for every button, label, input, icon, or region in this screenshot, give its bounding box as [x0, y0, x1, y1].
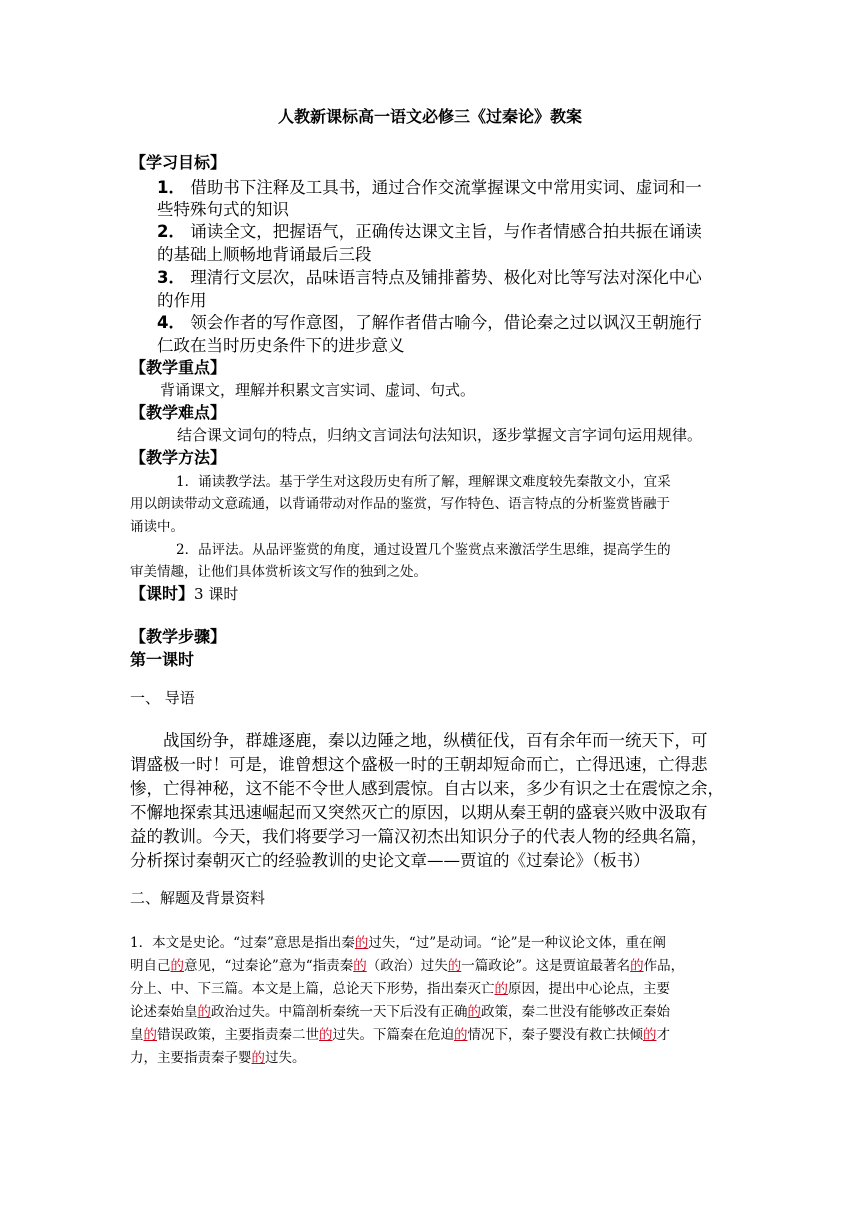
method-1-line2: 用以朗读带动文意疏通，以背诵带动对作品的鉴赏，写作特色、语言特点的分析鉴赏皆融于 [130, 496, 670, 512]
steps-heading: 【教学步骤】 [130, 627, 227, 646]
lesson-label: 第一课时 [130, 650, 195, 669]
background-heading: 二、解题及背景资料 [130, 889, 266, 907]
method-2-line1: 2．品评法。从品评鉴赏的角度，通过设置几个鉴赏点来激活学生思维，提高学生的 [176, 542, 671, 558]
intro-line-6: 分析探讨秦朝灭亡的经验教训的史论文章——贾谊的《过秦论》（板书） [130, 851, 650, 870]
intro-line-5: 益的教训。今天，我们将要学习一篇汉初杰出知识分子的代表人物的经典名篇， [130, 827, 708, 846]
objective-3: 3． 理清行文层次，品味语言特点及铺排蓄势、极化对比等写法对深化中心 [157, 268, 702, 287]
intro-line-1: 战国纷争，群雄逐鹿，秦以边陲之地，纵横征伐，百有余年而一统天下，可 [163, 731, 708, 750]
objective-2: 2． 诵读全文，把握语气，正确传达课文主旨，与作者情感合拍共振在诵读 [157, 222, 702, 241]
objective-4-cont: 仁政在当时历史条件下的进步意义 [157, 336, 405, 355]
method-2-line2: 审美情趣，让他们具体赏析该文写作的独到之处。 [130, 564, 427, 580]
background-line-5: 皇的错误政策，主要指责秦二世的过失。下篇秦在危迫的情况下，秦子婴没有救亡扶倾的才 [130, 1027, 670, 1043]
intro-line-3: 惨，亡得神秘，这不能不令世人感到震惊。自古以来，多少有识之士在震惊之余， [130, 779, 724, 798]
difficulties-heading: 【教学难点】 [130, 403, 227, 422]
page-title: 人教新课标高一语文必修三《过秦论》教案 [277, 107, 582, 126]
objective-3-cont: 的作用 [157, 291, 207, 310]
key-points-text: 背诵课文，理解并积累文言实词、虚词、句式。 [160, 381, 476, 399]
objective-4: 4． 领会作者的写作意图，了解作者借古喻今，借论秦之过以讽汉王朝施行 [157, 313, 702, 332]
hours-line: 【课时】3 课时 [130, 584, 239, 603]
intro-line-2: 谓盛极一时！可是，谁曾想这个盛极一时的王朝却短命而亡，亡得迅速，亡得悲 [130, 755, 708, 774]
method-1-line3: 诵读中。 [130, 519, 184, 535]
objective-1-cont: 些特殊句式的知识 [157, 200, 289, 219]
objective-1: 1． 借助书下注释及工具书，通过合作交流掌握课文中常用实词、虚词和一 [157, 178, 702, 197]
intro-line-4: 不懈地探索其迅速崛起而又突然灭亡的原因，以期从秦王朝的盛衰兴败中汲取有 [130, 803, 708, 822]
background-line-4: 论述秦始皇的政治过失。中篇剖析秦统一天下后没有正确的政策，秦二世没有能够改正秦始 [130, 1004, 670, 1020]
method-1-line1: 1．诵读教学法。基于学生对这段历史有所了解，理解课文难度较先秦散文小，宜采 [176, 474, 671, 490]
objective-2-cont: 的基础上顺畅地背诵最后三段 [157, 245, 372, 264]
background-line-6: 力，主要指责秦子婴的过失。 [130, 1050, 306, 1066]
difficulties-text: 结合课文词句的特点，归纳文言词法句法知识，逐步掌握文言字词句运用规律。 [177, 426, 703, 444]
methods-heading: 【教学方法】 [130, 448, 227, 467]
intro-heading: 一、 导语 [130, 689, 195, 707]
objectives-heading: 【学习目标】 [130, 153, 227, 172]
background-line-1: 1．本文是史论。“过秦”意思是指出秦的过失，“过”是动词。“论”是一种议论文体，重在阐 [130, 935, 667, 951]
key-points-heading: 【教学重点】 [130, 358, 227, 377]
background-line-3: 分上、中、下三篇。本文是上篇，总论天下形势，指出秦灭亡的原因，提出中心论点，主要 [130, 981, 670, 997]
background-line-2: 明自己的意见，“过秦论”意为“指责秦的（政治）过失的一篇政论”。这是贾谊最著名的作品， [130, 958, 685, 974]
